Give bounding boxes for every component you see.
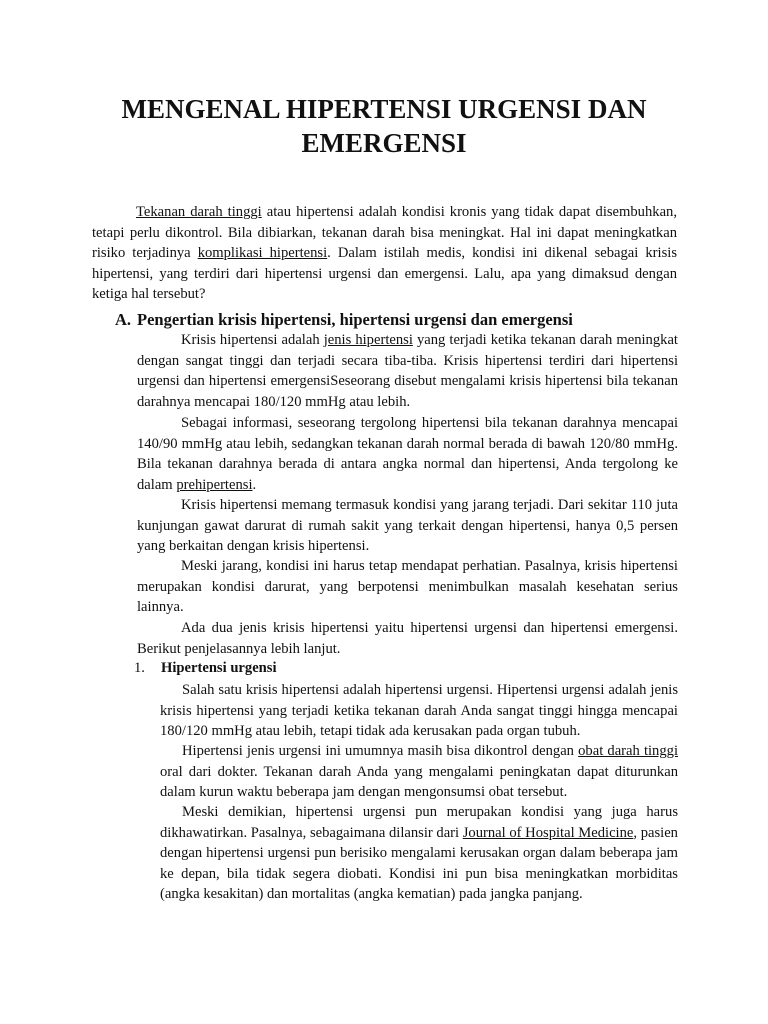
section-a-paragraph-2	[137, 413, 678, 495]
section-a-paragraph-5: Ada dua jenis krisis hipertensi yaitu hipertensi urgensi dan hipertensi emergensi. Berikut penjelasannya lebih lanjut.	[137, 620, 678, 657]
section-a-heading	[115, 309, 715, 331]
subsection-1-p2-text-2: oral dari dokter. Tekanan darah Anda yang mengalami peningkatan dapat diturunkan dalam kurun waktu beberapa jam dengan mengonsumsi obat tersebut.	[160, 763, 678, 801]
subsection-1-heading-text: Hipertensi urgensi	[161, 660, 277, 676]
subsection-1-paragraph-3	[160, 802, 678, 905]
subsection-1-p2-text-1: Hipertensi jenis urgensi ini umumnya masih bisa dikontrol dengan	[182, 743, 579, 759]
link-tekanan-darah-tinggi[interactable]: Tekanan darah tinggi	[136, 204, 262, 220]
section-a-paragraph-4: Meski jarang, kondisi ini harus tetap mendapat perhatian. Pasalnya, krisis hipertensi merupakan kondisi darurat, yang berpotensi menimbulkan masalah kesehatan serius lainnya.	[137, 558, 678, 616]
subsection-1-heading	[134, 658, 277, 679]
link-komplikasi-hipertensi[interactable]: komplikasi hipertensi	[197, 245, 328, 262]
section-a-p1-text-2: yang terjadi ketika tekanan darah meningkat dengan sangat tinggi dan terjadi secara tiba-tiba. Krisis hipertensi terdiri dari hipertensi urgensi dan hipertensi emergensiSeseorang disebut mengalami krisis hipertensi bila tekanan darahnya mencapai 180/120 mmHg atau lebih.	[137, 332, 678, 410]
subsection-1-paragraph-1: Salah satu krisis hipertensi adalah hipertensi urgensi. Hipertensi urgensi adalah jenis krisis hipertensi yang terjadi ketika tekanan darah Anda sangat tinggi hingga mencapai 180/120 mmHg atau lebih, tetapi tidak ada kerusakan pada organ tubuh.	[160, 682, 678, 740]
subsection-1-p3-text-1: Meski demikian, hipertensi urgensi pun merupakan kondisi yang juga harus dikhawatirkan. Pasalnya, sebagaimana dilansir dari	[160, 804, 678, 841]
section-a-p1-text-1: Krisis hipertensi adalah	[181, 332, 324, 348]
section-a-p2-text-1: Sebagai informasi, seseorang tergolong hipertensi bila tekanan darahnya mencapai 140/90 mmHg atau lebih, sedangkan tekanan darah normal berada di bawah 120/80 mmHg. Bila tekanan darahnya berada di antara angka normal dan hipertensi, Anda tergolong ke dalam	[137, 415, 678, 493]
link-jenis-hipertensi[interactable]: jenis hipertensi	[323, 332, 413, 348]
intro-text-2: . Dalam istilah medis, kondisi ini dikenal sebagai krisis hipertensi, yang terdiri dari hipertensi urgensi dan emergensi. Lalu, apa yang dimaksud dengan ketiga hal tersebut?	[92, 245, 677, 303]
section-a-label: A.	[115, 310, 132, 329]
page-title: MENGENAL HIPERTENSI URGENSI DAN EMERGENSI	[121, 94, 647, 158]
subsection-1-p3-text-2: , pasien dengan hipertensi urgensi pun berisiko mengalami kerusakan organ dalam beberapa jam ke depan, bila tidak segera diobati. Kondisi ini pun bisa meningkatkan morbiditas (angka kesakitan) dan mortalitas (angka kematian) pada jangka panjang.	[160, 824, 678, 903]
subsection-1-paragraph-2	[160, 741, 678, 803]
section-a-heading-text: Pengertian krisis hipertensi, hipertensi urgensi dan emergensi	[137, 310, 573, 329]
link-journal-of-hospital-medicine[interactable]: Journal of Hospital Medicine	[462, 824, 634, 841]
link-obat-darah-tinggi[interactable]: obat darah tinggi	[578, 743, 678, 759]
intro-paragraph	[92, 202, 677, 305]
intro-text-1: atau hipertensi adalah kondisi kronis yang tidak dapat disembuhkan, tetapi perlu dikontrol. Bila dibiarkan, tekanan darah bisa meningkat. Hal ini dapat meningkatkan risiko terjadinya	[92, 204, 677, 262]
section-a-paragraph-3: Krisis hipertensi memang termasuk kondisi yang jarang terjadi. Dari sekitar 110 juta kunjungan gawat darurat di rumah sakit yang terkait dengan hipertensi, hanya 0,5 persen yang berkaitan dengan krisis hipertensi.	[137, 497, 678, 555]
section-a-paragraph-1	[137, 330, 678, 412]
link-prehipertensi[interactable]: prehipertensi	[176, 476, 253, 493]
section-a-p2-text-2: .	[252, 476, 257, 493]
subsection-1-number: 1.	[134, 660, 145, 676]
